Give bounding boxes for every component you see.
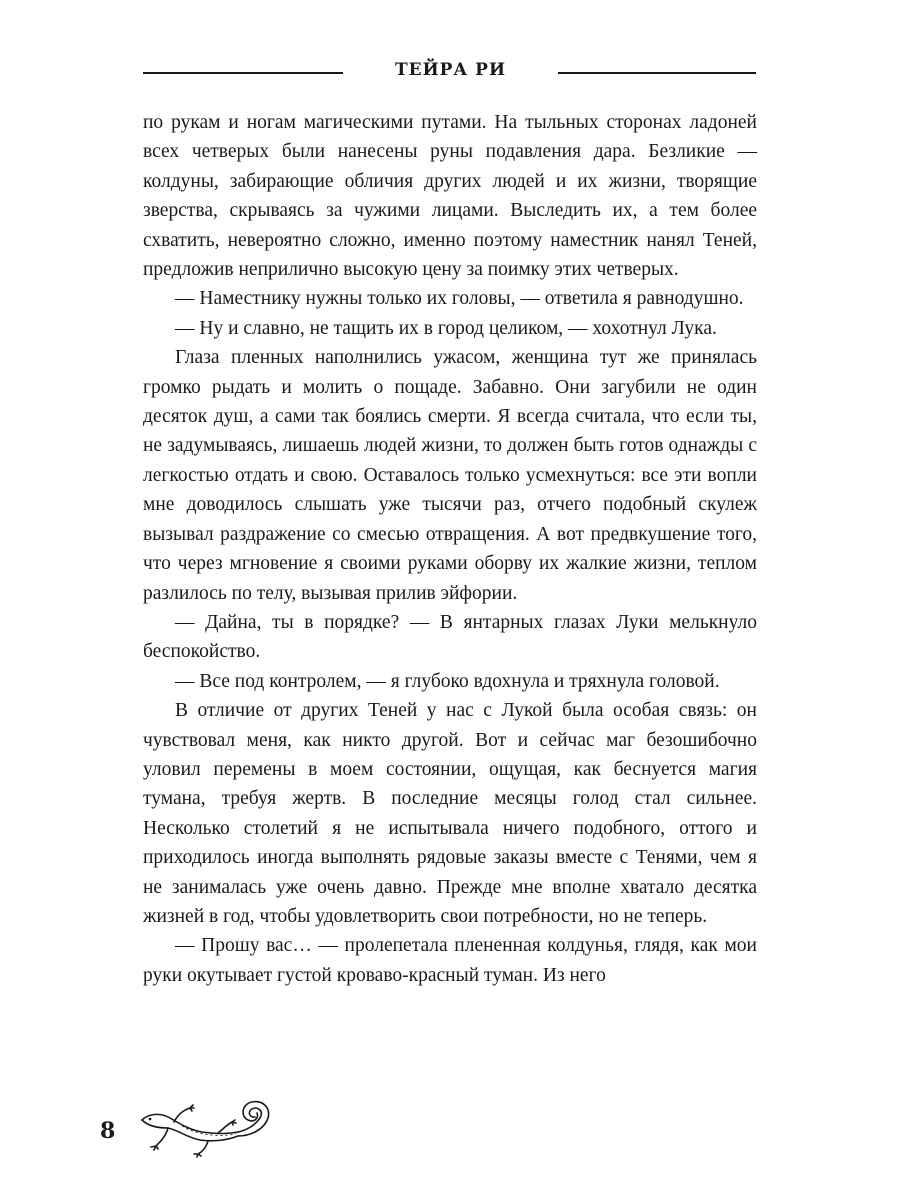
header-rule-right bbox=[558, 72, 756, 74]
body-text bbox=[143, 108, 757, 990]
paragraph: В отличие от других Теней у нас с Лукой была особая связь: он чувствовал меня, как никто другой. Вот и сейчас маг безошибочно уловил перемены в моем состоянии, ощущая, как беснуется магия тумана, требуя жертв. В последние месяцы голод стал сильнее. Несколько столетий я не испытывала ничего подобного, оттого и приходилось иногда выполнять рядовые заказы вместе с Тенями, чем я не занималась уже очень давно. Прежде мне вполне хватало десятка жизней в год, чтобы удовлетворить свои потребности, но не теперь. bbox=[143, 700, 757, 927]
paragraph: — Прошу вас… — пролепетала плененная колдунья, глядя, как мои руки окутывает густой кроваво-красный туман. Из него bbox=[143, 935, 757, 986]
paragraph: — Все под контролем, — я глубоко вдохнула и тряхнула головой. bbox=[175, 670, 720, 692]
page-number: 8 bbox=[100, 1118, 116, 1144]
paragraph: — Дайна, ты в порядке? — В янтарных глазах Луки мелькнуло беспокойство. bbox=[143, 611, 757, 663]
paragraph: — Ну и славно, не тащить их в город целиком, — хохотнул Лука. bbox=[175, 317, 717, 339]
running-head: ТЕЙРА РИ bbox=[394, 60, 507, 80]
header-rule-left bbox=[143, 72, 343, 74]
paragraph: по рукам и ногам магическими путами. На тыльных сторонах ладоней всех четверых были нанесены руны подавления дара. Безликие — колдуны, забирающие обличия других людей и их жизни, творящие зверства, скрываясь за чужими лицами. Выследить их, а тем более схватить, невероятно сложно, именно поэтому наместник нанял Теней, предложив неприлично высокую цену за поимку этих четверых. bbox=[143, 112, 757, 281]
paragraph: Глаза пленных наполнились ужасом, женщина тут же принялась громко рыдать и молить о пощаде. Забавно. Они загубили не один десяток душ, а сами так боялись смерти. Я всегда считала, что если ты, не задумываясь, лишаешь людей жизни, то должен быть готов однажды с легкостью отдать и свою. Оставалось только усмехнуться: все эти вопли мне доводилось слышать уже тысячи раз, отчего подобный скулеж вызывал раздражение со смесью отвращения. А вот предвкушение того, что через мгновение я своими руками оборву их жалкие жизни, теплом разлилось по телу, вызывая прилив эйфории. bbox=[143, 347, 757, 604]
lizard-ornament-icon bbox=[138, 1098, 278, 1158]
paragraph: — Наместнику нужны только их головы, — ответила я равнодушно. bbox=[175, 288, 744, 310]
